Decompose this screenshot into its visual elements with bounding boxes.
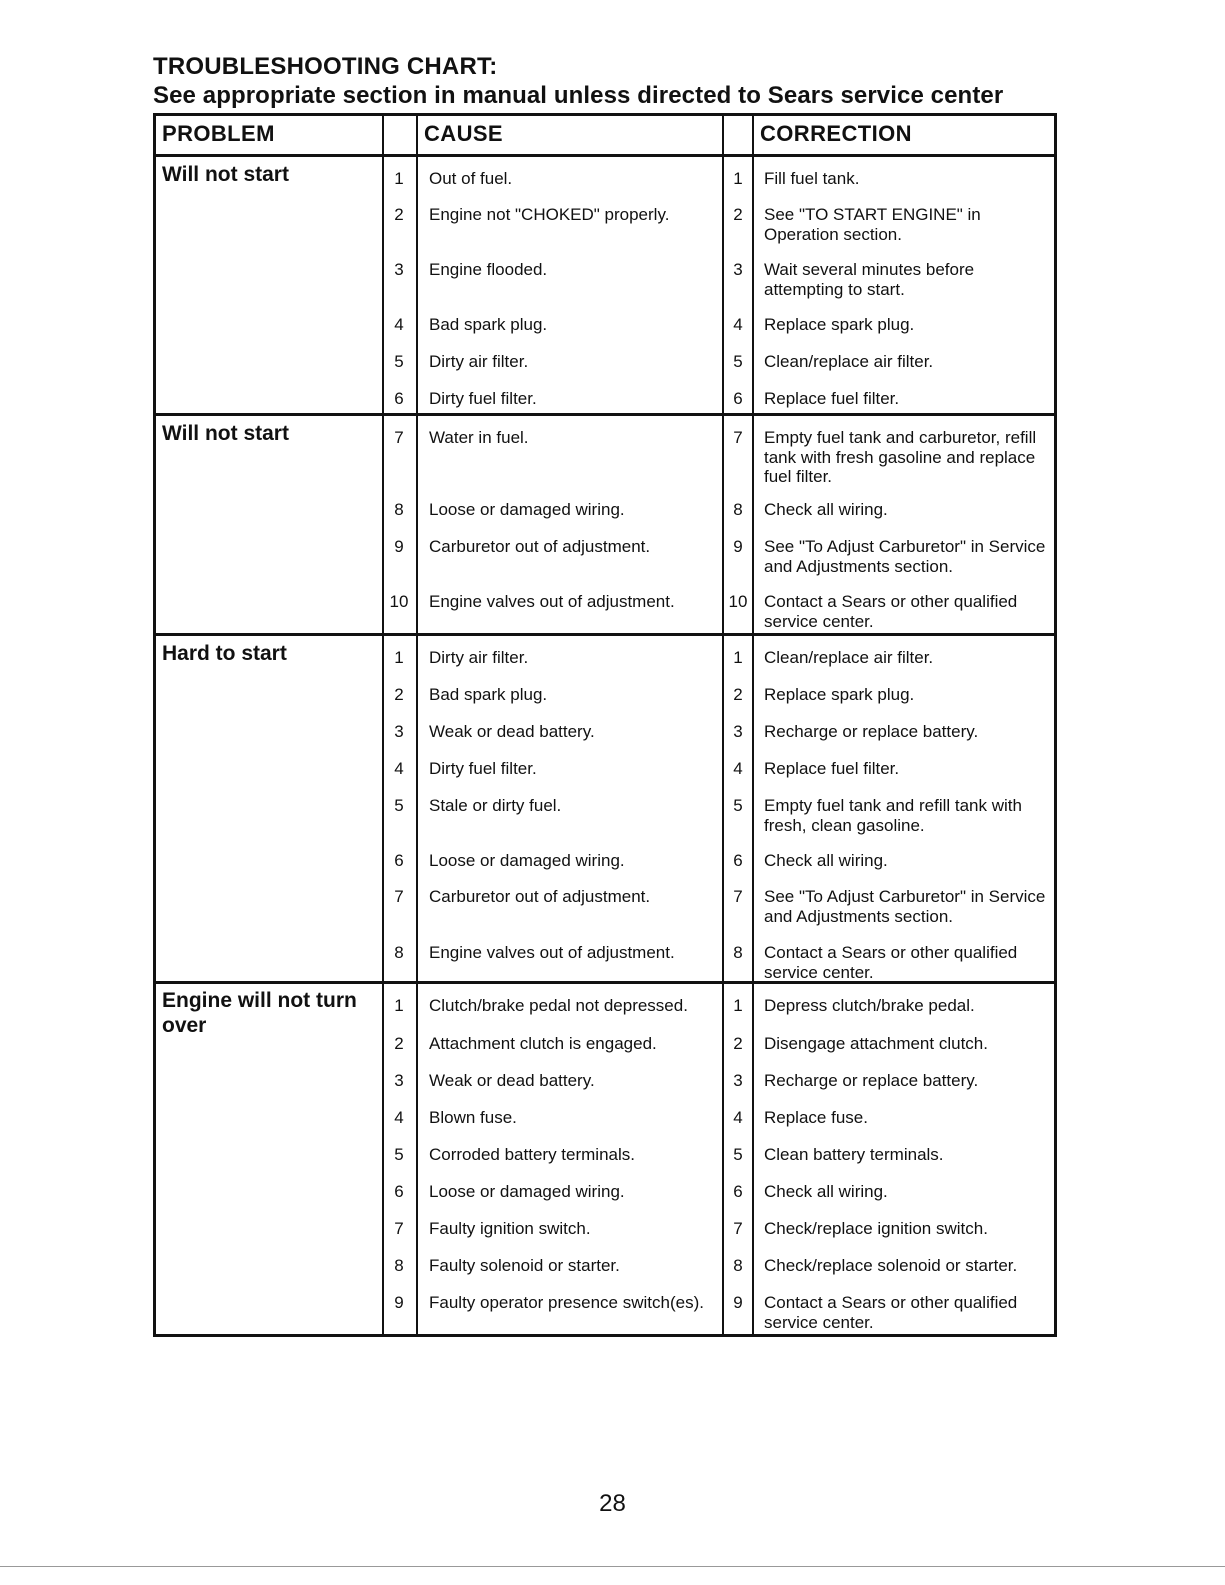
correction-number: 2	[733, 1034, 743, 1053]
page-subtitle: See appropriate section in manual unless directed to Sears service center	[153, 82, 1004, 109]
cause-text: Out of fuel.	[429, 169, 513, 188]
correction-text: Disengage attachment clutch.	[764, 1034, 988, 1053]
cause-number: 6	[394, 851, 404, 870]
correction-text: Recharge or replace battery.	[764, 722, 979, 741]
section-divider	[156, 413, 1054, 416]
cause-text: Carburetor out of adjustment.	[429, 887, 651, 906]
correction-text: Replace fuse.	[764, 1108, 868, 1127]
correction-number: 8	[733, 943, 743, 962]
correction-number: 6	[733, 389, 743, 408]
cause-text: Dirty fuel filter.	[429, 759, 537, 778]
cause-text: Stale or dirty fuel.	[429, 796, 562, 815]
cause-number: 1	[394, 169, 404, 188]
cause-number: 2	[394, 685, 404, 704]
cause-number: 8	[394, 500, 404, 519]
cause-text: Engine valves out of adjustment.	[429, 943, 675, 962]
correction-number: 2	[733, 685, 743, 704]
cause-text: Engine not "CHOKED" properly.	[429, 205, 670, 224]
cause-number: 9	[394, 537, 404, 556]
correction-text: Recharge or replace battery.	[764, 1071, 979, 1090]
correction-text: Empty fuel tank and refill tank with fresh, clean gasoline.	[764, 796, 1022, 835]
cause-text: Dirty air filter.	[429, 352, 529, 371]
page-title: TROUBLESHOOTING CHART:	[153, 53, 498, 80]
cause-text: Bad spark plug.	[429, 685, 548, 704]
correction-text: Replace fuel filter.	[764, 389, 900, 408]
cause-text: Water in fuel.	[429, 428, 529, 447]
cause-text: Faulty operator presence switch(es).	[429, 1293, 704, 1312]
problem-label: Will not start	[162, 422, 289, 445]
cause-number: 4	[394, 315, 404, 334]
cause-text: Faulty solenoid or starter.	[429, 1256, 620, 1275]
correction-number: 5	[733, 352, 743, 371]
correction-text: Check/replace ignition switch.	[764, 1219, 988, 1238]
correction-number: 1	[733, 648, 743, 667]
correction-text: Depress clutch/brake pedal.	[764, 996, 975, 1015]
correction-number: 9	[733, 537, 743, 556]
cause-number: 10	[389, 592, 409, 611]
correction-text: Check all wiring.	[764, 851, 888, 870]
correction-text: Wait several minutes before attempting to start.	[764, 260, 975, 299]
correction-number: 3	[733, 722, 743, 741]
correction-text: Clean/replace air filter.	[764, 352, 934, 371]
cause-number: 7	[394, 1219, 404, 1238]
cause-text: Blown fuse.	[429, 1108, 517, 1127]
cause-number: 5	[394, 796, 404, 815]
cause-number: 9	[394, 1293, 404, 1312]
cause-text: Bad spark plug.	[429, 315, 548, 334]
cause-number: 3	[394, 722, 404, 741]
correction-number: 3	[733, 260, 743, 279]
cause-text: Weak or dead battery.	[429, 722, 595, 741]
correction-number: 5	[733, 1145, 743, 1164]
correction-text: Replace spark plug.	[764, 315, 915, 334]
cause-text: Engine flooded.	[429, 260, 548, 279]
correction-text: Check all wiring.	[764, 500, 888, 519]
cause-text: Loose or damaged wiring.	[429, 500, 625, 519]
correction-text: Check/replace solenoid or starter.	[764, 1256, 1018, 1275]
cause-number: 7	[394, 428, 404, 447]
cause-number: 3	[394, 1071, 404, 1090]
correction-number: 1	[733, 996, 743, 1015]
problem-label: Hard to start	[162, 642, 287, 665]
problem-label: Will not start	[162, 163, 289, 186]
correction-text: Check all wiring.	[764, 1182, 888, 1201]
cause-number: 7	[394, 887, 404, 906]
cause-text: Engine valves out of adjustment.	[429, 592, 675, 611]
page-bottom-rule	[0, 1566, 1225, 1567]
correction-number: 7	[733, 428, 743, 447]
correction-text: Fill fuel tank.	[764, 169, 860, 188]
correction-text: See "To Adjust Carburetor" in Service and Adjustments section.	[764, 887, 1046, 926]
correction-text: Replace spark plug.	[764, 685, 915, 704]
correction-text: Empty fuel tank and carburetor, refill tank with fresh gasoline and replace fuel filter.	[764, 428, 1037, 486]
cause-number: 5	[394, 352, 404, 371]
correction-text: Replace fuel filter.	[764, 759, 900, 778]
cause-number: 2	[394, 1034, 404, 1053]
correction-number: 9	[733, 1293, 743, 1312]
correction-number: 6	[733, 851, 743, 870]
cause-text: Dirty air filter.	[429, 648, 529, 667]
cause-number: 4	[394, 759, 404, 778]
cause-text: Loose or damaged wiring.	[429, 1182, 625, 1201]
header-problem: PROBLEM	[162, 121, 275, 146]
cause-number: 1	[394, 648, 404, 667]
correction-number: 2	[733, 205, 743, 224]
correction-text: Contact a Sears or other qualified service center.	[764, 1293, 1018, 1332]
header-cause: CAUSE	[424, 121, 504, 146]
cause-number: 5	[394, 1145, 404, 1164]
cause-number: 2	[394, 205, 404, 224]
correction-number: 8	[733, 500, 743, 519]
correction-text: Clean battery terminals.	[764, 1145, 944, 1164]
correction-number: 6	[733, 1182, 743, 1201]
page-number: 28	[599, 1490, 626, 1517]
header-divider	[156, 154, 1054, 157]
cause-text: Weak or dead battery.	[429, 1071, 595, 1090]
cause-text: Loose or damaged wiring.	[429, 851, 625, 870]
correction-number: 4	[733, 759, 743, 778]
cause-text: Dirty fuel filter.	[429, 389, 537, 408]
cause-number: 3	[394, 260, 404, 279]
correction-text: Contact a Sears or other qualified service center.	[764, 592, 1018, 631]
correction-number: 1	[733, 169, 743, 188]
cause-number: 1	[394, 996, 404, 1015]
cause-number: 4	[394, 1108, 404, 1127]
cause-text: Carburetor out of adjustment.	[429, 537, 651, 556]
column-divider	[416, 116, 418, 1334]
correction-number: 4	[733, 1108, 743, 1127]
problem-label: Engine will not turn over	[162, 989, 357, 1037]
cause-text: Clutch/brake pedal not depressed.	[429, 996, 688, 1015]
correction-number: 8	[733, 1256, 743, 1275]
correction-number: 7	[733, 1219, 743, 1238]
section-divider	[156, 633, 1054, 636]
cause-number: 8	[394, 943, 404, 962]
cause-number: 6	[394, 389, 404, 408]
correction-text: See "To Adjust Carburetor" in Service and Adjustments section.	[764, 537, 1046, 576]
header-correction: CORRECTION	[760, 121, 912, 146]
cause-text: Faulty ignition switch.	[429, 1219, 591, 1238]
correction-number: 4	[733, 315, 743, 334]
cause-number: 6	[394, 1182, 404, 1201]
correction-number: 7	[733, 887, 743, 906]
correction-text: Clean/replace air filter.	[764, 648, 934, 667]
correction-text: Contact a Sears or other qualified service center.	[764, 943, 1018, 982]
correction-text: See "TO START ENGINE" in Operation section.	[764, 205, 981, 244]
troubleshooting-table	[153, 113, 1057, 1337]
cause-text: Corroded battery terminals.	[429, 1145, 635, 1164]
correction-number: 5	[733, 796, 743, 815]
correction-number: 3	[733, 1071, 743, 1090]
cause-text: Attachment clutch is engaged.	[429, 1034, 657, 1053]
cause-number: 8	[394, 1256, 404, 1275]
correction-number: 10	[728, 592, 748, 611]
